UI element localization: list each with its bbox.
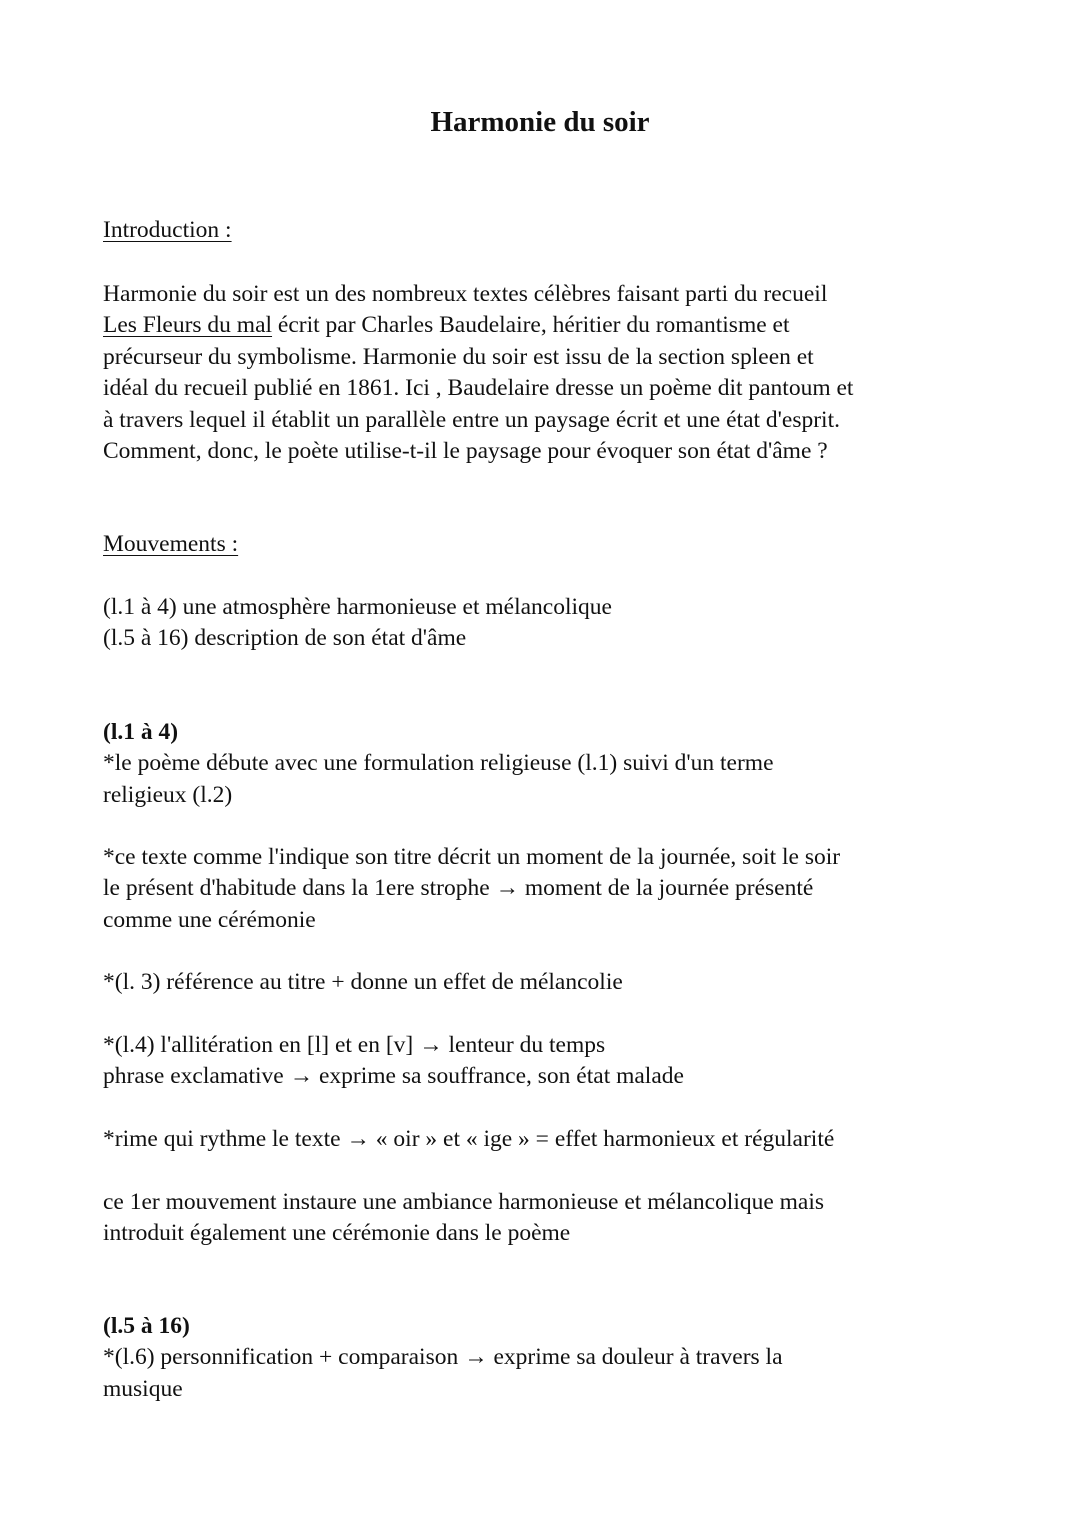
section1-heading: (l.1 à 4) (103, 719, 179, 745)
section1-line: ce 1er mouvement instaure une ambiance harmonieuse et mélancolique mais (103, 1189, 825, 1215)
movement-item: (l.5 à 16) description de son état d'âme (103, 625, 467, 652)
intro-line: à travers lequel il établit un parallèle entre un paysage écrit et une état d'esprit. (103, 406, 840, 433)
section1-line: phrase exclamative → exprime sa souffrance, son état malade (103, 1063, 684, 1090)
intro-paragraph (103, 279, 1003, 467)
section1-paragraph (103, 967, 1003, 998)
section1-line: le présent d'habitude dans la 1ere strophe → moment de la journée présenté (103, 875, 814, 902)
movements-heading (103, 529, 1003, 560)
intro-line-rest: écrit par Charles Baudelaire, héritier du romantisme et (272, 312, 790, 339)
movement-item: (l.1 à 4) une atmosphère harmonieuse et mélancolique (103, 594, 612, 620)
section1-line: *(l.4) l'allitération en [l] et en [v] → lenteur du temps (103, 1032, 606, 1058)
section2 (103, 1311, 1003, 1405)
intro-heading (103, 215, 1003, 246)
book-title: Les Fleurs du mal (103, 312, 273, 339)
intro-line: idéal du recueil publié en 1861. Ici , Baudelaire dresse un poème dit pantoum et (103, 375, 854, 402)
section1-line: *ce texte comme l'indique son titre décrit un moment de la journée, soit le soir (103, 844, 841, 870)
intro-line: Comment, donc, le poète utilise-t-il le paysage pour évoquer son état d'âme ? (103, 438, 828, 465)
section1 (103, 717, 1003, 811)
document-title: Harmonie du soir (430, 106, 650, 138)
section1-paragraph (103, 1030, 1003, 1093)
section2-line: *(l.6) personnification + comparaison → exprime sa douleur à travers la (103, 1344, 783, 1371)
section1-line: *(l. 3) référence au titre + donne un effet de mélancolie (103, 969, 623, 995)
movements-list (103, 592, 1003, 655)
section1-paragraph (103, 1187, 1003, 1250)
section1-paragraph (103, 1124, 1003, 1155)
section2-line: musique (103, 1375, 183, 1402)
section1-paragraph (103, 842, 1003, 936)
intro-line: précurseur du symbolisme. Harmonie du soir est issu de la section spleen et (103, 343, 814, 370)
intro-line (103, 310, 1003, 341)
section2-heading: (l.5 à 16) (103, 1313, 190, 1339)
section1-line: introduit également une cérémonie dans le poème (103, 1220, 571, 1247)
movements-heading-text: Mouvements : (103, 531, 239, 557)
section1-line: religieux (l.2) (103, 781, 233, 808)
section1-line: *rime qui rythme le texte → « oir » et « ige » = effet harmonieux et régularité (103, 1126, 835, 1152)
section1-line: *le poème débute avec une formulation religieuse (l.1) suivi d'un terme (103, 750, 774, 777)
section1-line: comme une cérémonie (103, 906, 316, 933)
intro-line: Harmonie du soir est un des nombreux textes célèbres faisant parti du recueil (103, 281, 828, 307)
intro-heading-text: Introduction : (103, 217, 232, 243)
